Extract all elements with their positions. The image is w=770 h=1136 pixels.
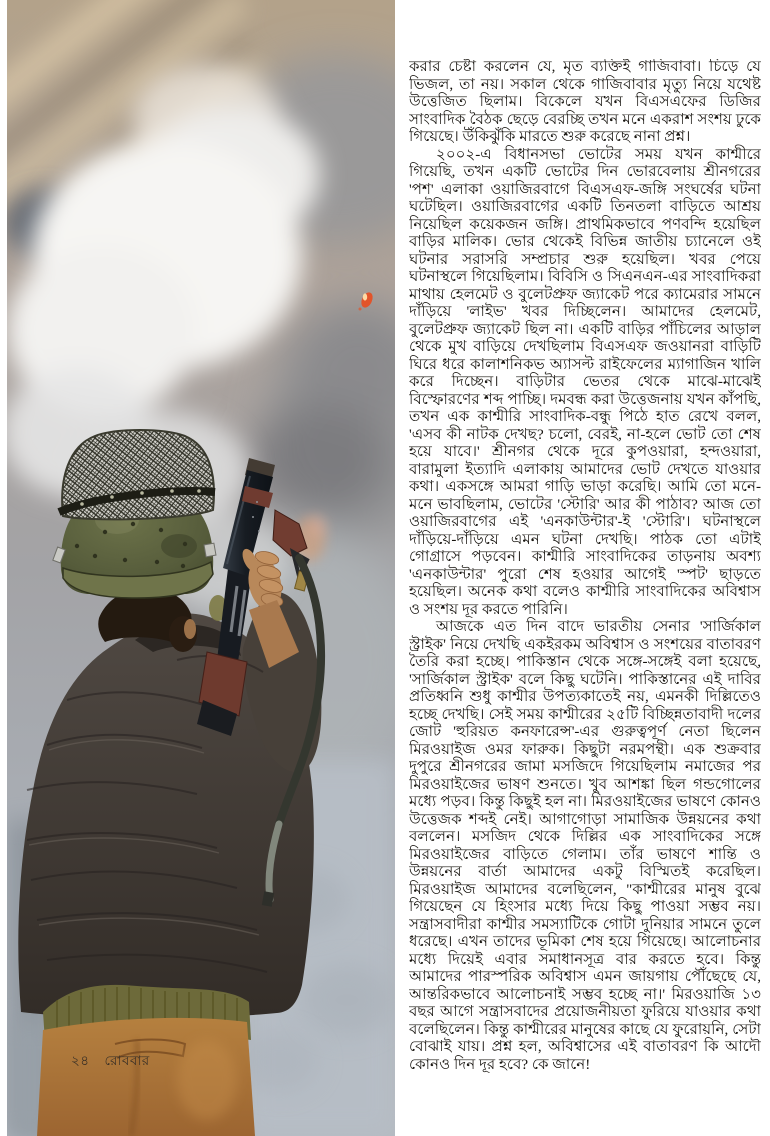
article-paragraph: করার চেষ্টা করলেন যে, মৃত ব্যক্তিই গাজিবাবা। চিঁড়ে যে ভিজল, তা নয়। সকাল থেকে গাজিবাবার মৃত্যু নিয়ে যথেষ্ট উত্তেজিত ছিলাম। বিকেলে যখন বিএসএফের ডিজির সাংবাদিক বৈঠক ছেড়ে বেরচ্ছি তখন মনে একরাশ সংশয় ঢুকে গিয়েছে। উঁকিঝুঁকি মারতে শুরু করেছে নানা প্রশ্ন। — [409, 59, 761, 145]
magazine-name: রোববার — [104, 1053, 150, 1068]
article-text-column — [409, 59, 761, 1083]
cheek-skin — [184, 619, 196, 639]
visor-clip-right — [204, 543, 216, 557]
article-paragraph: ২০০২-এ বিধানসভা ভোটের সময় যখন কাশ্মীরে গিয়েছি, তখন একটি ভোটের দিন ভোরবেলায় শ্রীনগরের 'পশ' এলাকা ওয়াজিরবাগে বিএসএফ-জঙ্গি সংঘর্ষের ঘটনা ঘটেছিল। ওয়াজিরবাগের একটি তিনতলা বাড়িতে আশ্রয় নিয়েছিল কয়েকজন জঙ্গি। প্রাথমিকভাবে পণবন্দি হয়েছিল বাড়ির মালিক। ভোর থেকেই বিভিন্ন জাতীয় চ্যানেলে ওই ঘটনার সরাসরি সম্প্রচার শুরু হয়েছিল। খবর পেয়ে ঘটনাস্থলে গিয়েছিলাম। বিবিসি ও সিএনএন-এর সাংবাদিকরা মাথায় হেলমেট ও বুলেটপ্রুফ জ্যাকেট পরে ক্যামেরার সামনে দাঁড়িয়ে 'লাইভ' খবর দিচ্ছিলেন। আমাদের হেলমেট, বুলেটপ্রুফ জ্যাকেট ছিল না। একটি বাড়ির পাঁচিলের আড়াল থেকে মুখ বাড়িয়ে দেখছিলাম বিএসএফ জওয়ানরা বাড়িটি ঘিরে ধরে কালাশনিকভ অ্যাসল্ট রাইফেলের ম্যাগাজিন খালি করে দিচ্ছেন। বাড়িটার ভেতর থেকে মাঝে-মাঝেই বিস্ফোরণের শব্দ পাচ্ছি। দমবন্ধ করা উত্তেজনায় যখন কাঁপছি, তখন এক কাশ্মীরি সাংবাদিক-বন্ধু পিঠে হাত রেখে বলল, 'এসব কী নাটক দেখছ? চলো, বেরই, না-হলে ভোট তো শেষ হয়ে যাবে।' শ্রীনগর থেকে দূরে কুপওয়ারা, হন্দওয়ারা, বারামুলা ইত্যাদি এলাকায় আমাদের ভোট দেখতে যাওয়ার কথা। একসঙ্গে আমরা গাড়ি ভাড়া করেছি। আমি তো মনে-মনে ভাবছিলাম, ভোটের 'স্টোরি' আর কী পাঠাব? আজ তো ওয়াজিরবাগের এই 'এনকাউন্টার'-ই 'স্টোরি'। ঘটনাস্থলে দাঁড়িয়ে-দাঁড়িয়ে এমন ঘটনা দেখছি। পাঠক তো এটাই গোগ্রাসে পড়বেন। কাশ্মীরি সাংবাদিকের তাড়নায় অবশ্য 'এনকাউন্টার' পুরো শেষ হওয়ার আগেই 'স্পট' ছাড়তে হয়েছিল। অনেক কথা বলেও কাশ্মীরি সাংবাদিকের অবিশ্বাস ও সংশয় দূর করতে পারিনি। — [409, 146, 761, 618]
trouser-highlight — [177, 1040, 237, 1120]
page-number: ২৪ — [71, 1053, 90, 1068]
article-paragraph: আজকে এত দিন বাদে ভারতীয় সেনার 'সার্জিকাল স্ট্রাইক' নিয়ে দেখছি একইরকম অবিশ্বাস ও সংশয়ের বাতাবরণ তৈরি করা হচ্ছে। পাকিস্তান থেকে সঙ্গে-সঙ্গেই বলা হয়েছে, 'সার্জিকাল স্ট্রাইক' বলে কিছু ঘটেনি। পাকিস্তানের এই দাবির প্রতিধ্বনি শুধু কাশ্মীর উপত্যকাতেই নয়, এমনকী দিল্লিতেও হচ্ছে দেখছি। সেই সময় কাশ্মীরের ২৫টি বিচ্ছিন্নতাবাদী দলের জোট 'হুরিয়ত কনফারেন্স'-এর গুরুত্বপূর্ণ নেতা ছিলেন মিরওয়াইজ ওমর ফারুক। কিছুটা নরমপন্থী। এক শুক্রবার দুপুরে শ্রীনগরের জামা মসজিদে গিয়েছিলাম নমাজের পর মিরওয়াইজের ভাষণ শুনতে। খুব আশঙ্কা ছিল গন্ডগোলের মধ্যে পড়ব। কিন্তু কিছুই হল না। মিরওয়াইজের ভাষণে কোনও উত্তেজক শব্দই নেই। আগাগোড়া সামাজিক উন্নয়নের কথা বললেন। মসজিদ থেকে দিল্লির এক সাংবাদিকের সঙ্গে মিরওয়াইজের বাড়িতে গেলাম। তাঁর ভাষণে শান্তি ও উন্নয়নের বার্তা আমাদের একটু বিস্মিতই করেছিল। মিরওয়াইজ আমাদের বলেছিলেন, "কাশ্মীরের মানুষ বুঝে গিয়েছেন যে হিংসার মধ্যে দিয়ে কিছু পাওয়া সম্ভব নয়। সন্ত্রাসবাদীরা কাশ্মীর সমস্যাটিকে গোটা দুনিয়ার সামনে তুলে ধরেছে। এখন তাদের ভূমিকা শেষ হয়ে গিয়েছে। আলোচনার মধ্যে দিয়েই এবার সমাধানসূত্র বার করতে হবে। কিন্তু আমাদের পারস্পরিক অবিশ্বাস এমন জায়গায় পৌঁছেছে যে, আন্তরিকভাবে আলোচনাই সম্ভব হচ্ছে না।' মিরওয়াজি ১৩ বছর আগে সন্ত্রাসবাদের প্রয়োজনীয়তা ফুরিয়ে যাওয়ার কথা বলেছিলেন। কিন্তু কাশ্মীরের মানুষের কাছে যে ফুরোয়নি, সেটা বোঝাই যায়। প্রশ্ন হল, অবিশ্বাসের এই বাতাবরণ কি আদৌ কোনও দিন দূর হবে? কে জানে! — [409, 619, 761, 1073]
folio — [71, 1050, 150, 1073]
photograph — [7, 0, 395, 1136]
photo-illustration — [7, 0, 395, 1136]
